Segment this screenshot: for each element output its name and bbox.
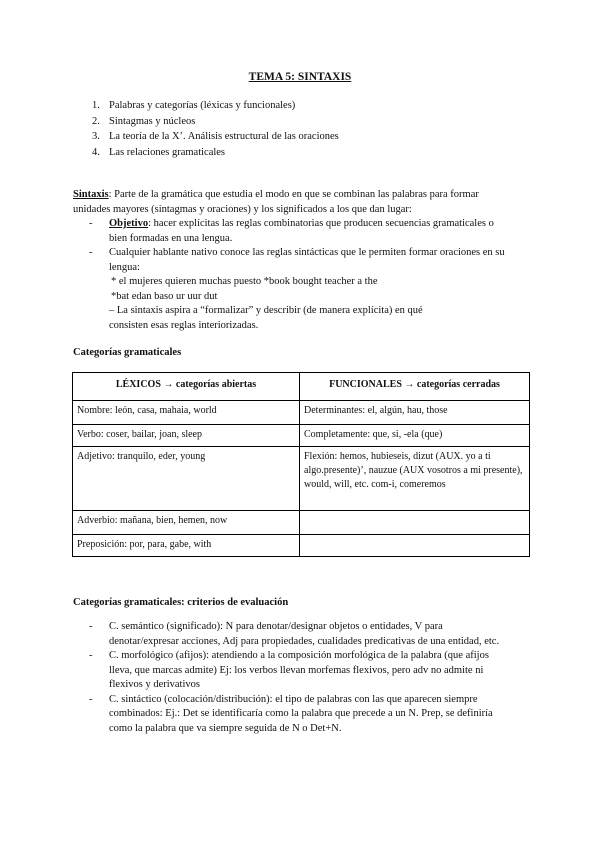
categories-table	[72, 372, 530, 557]
criterio-item	[73, 693, 533, 737]
table-row	[73, 425, 530, 447]
topic-item	[92, 115, 339, 131]
category-examples: : león, casa, mahaia, world	[109, 405, 217, 416]
topic-item	[92, 99, 339, 115]
criterio-text: C. sintáctico (colocación/distribución): el tipo de palabras con las que aparecen siempre	[109, 693, 478, 705]
criterio-item	[73, 649, 533, 693]
dash-bullet: -	[89, 621, 93, 632]
functional-cell	[300, 535, 530, 557]
sintaxis-term: Sintaxis	[73, 189, 109, 200]
category-examples: : el, algún, hau, those	[362, 405, 448, 416]
functional-cell	[300, 425, 530, 447]
dash-bullet: -	[89, 650, 93, 661]
topic-list	[92, 99, 339, 161]
criterio-text: C. semántico (significado): N para denotar/designar objetos o entidades, V para	[109, 621, 443, 632]
objetivo-text: bien formadas en una lengua.	[109, 232, 233, 244]
category-name: Adjetivo	[77, 451, 112, 462]
ungrammatical-example: *bat edan baso ur uur dut	[111, 290, 218, 302]
criterio-text: como la palabra que va siempre seguida de N o Det+N.	[109, 722, 342, 734]
table-header-row	[73, 373, 530, 401]
category-name: Preposición	[77, 539, 125, 550]
functional-cell	[300, 401, 530, 425]
criterio-text: denotar/expresar acciones, Adj para propiedades, cualidades predicativas de una entidad, etc.	[109, 635, 500, 647]
category-examples: : tranquilo, eder, young	[112, 451, 206, 462]
topic-text: Sintagmas y núcleos	[109, 115, 196, 127]
criterios-heading: Categorías gramaticales: criterios de evaluación	[73, 597, 289, 608]
criterio-text: flexivos y derivativos	[109, 679, 200, 690]
dash-bullet: -	[89, 693, 93, 705]
sintaxis-def-line: : Parte de la gramática que estudia el modo en que se combinan las palabras para formar	[108, 189, 479, 200]
ungrammatical-example: * el mujeres quieren muchas puesto *book bought teacher a the	[111, 276, 378, 287]
topic-number: 3.	[92, 131, 100, 142]
criterio-text: lleva, que marcas admite) Ej: los verbos llevan morfemas flexivos, pero adv no admite ni	[109, 664, 484, 676]
dash-bullet: -	[89, 218, 93, 229]
category-examples: : coser, bailar, joan, sleep	[100, 429, 202, 440]
criterio-text: C. morfológico (afijos): atendiendo a la composición morfológica de la palabra (que afijos	[109, 650, 489, 661]
objetivo-text: : hacer explícitas las reglas combinatorias que producen secuencias gramaticales o	[148, 218, 494, 229]
sintaxis-def-line: unidades mayores (sintagmas y oraciones) y los significados a los que dan lugar:	[73, 203, 412, 215]
aspira-text: consisten esas reglas interiorizadas.	[109, 319, 259, 331]
objetivo-term: Objetivo	[109, 218, 149, 229]
header-funcionales: FUNCIONALES → categorías cerradas	[300, 373, 530, 401]
criterio-item	[73, 620, 533, 649]
categorias-heading: Categorías gramaticales	[73, 347, 182, 358]
sintaxis-definition	[73, 188, 533, 203]
category-name: Verbo	[77, 429, 101, 440]
topic-text: Palabras y categorías (léxicas y funcionales)	[109, 100, 296, 111]
category-name: Adverbio	[77, 515, 115, 526]
category-examples: Flexión: hemos, hubieseis, dizut (AUX. yo a ti algo.presente)’, nauzue (AUX vosotros a mi presente), would, will, etc. com-i, comeremos	[304, 451, 523, 490]
lexical-cell	[73, 535, 300, 557]
category-examples: : por, para, gabe, with	[124, 539, 212, 550]
topic-number: 1.	[92, 100, 100, 111]
topic-number: 4.	[92, 146, 100, 158]
topic-text: Las relaciones gramaticales	[109, 146, 226, 158]
table-row	[73, 535, 530, 557]
dash-bullet: -	[89, 247, 93, 258]
lexical-cell	[73, 425, 300, 447]
sintaxis-section	[73, 188, 533, 333]
topic-item	[92, 130, 339, 146]
table-row	[73, 511, 530, 535]
category-name: Determinantes	[304, 405, 363, 416]
criterios-list	[73, 620, 533, 736]
objetivo-item	[73, 217, 533, 246]
aspira-text: – La sintaxis aspira a “formalizar” y describir (de manera explícita) en qué	[109, 305, 423, 316]
hablante-item	[73, 246, 533, 275]
functional-cell	[300, 511, 530, 535]
category-examples: : mañana, bien, hemen, now	[114, 515, 228, 526]
lexical-cell	[73, 447, 300, 511]
topic-text: La teoría de la X’. Análisis estructural de las oraciones	[109, 131, 339, 142]
lexical-cell	[73, 511, 300, 535]
topic-number: 2.	[92, 115, 100, 127]
table-row	[73, 401, 530, 425]
functional-cell	[300, 447, 530, 511]
criterio-text: combinados: Ej.: Det se identificaría como la palabra que precede a un N. Prep, se definiría	[109, 708, 493, 719]
page-title: TEMA 5: SINTAXIS	[248, 71, 352, 83]
hablante-text: lengua:	[109, 261, 140, 273]
category-examples: Completamente: que, si, -ela (que)	[304, 429, 443, 440]
header-lexicos: LÉXICOS → categorías abiertas	[73, 373, 300, 401]
table-row	[73, 447, 530, 511]
lexical-cell	[73, 401, 300, 425]
category-name: Nombre	[77, 405, 110, 416]
topic-item	[92, 146, 339, 162]
hablante-text: Cualquier hablante nativo conoce las reglas sintácticas que le permiten formar oraciones en su	[109, 247, 505, 258]
